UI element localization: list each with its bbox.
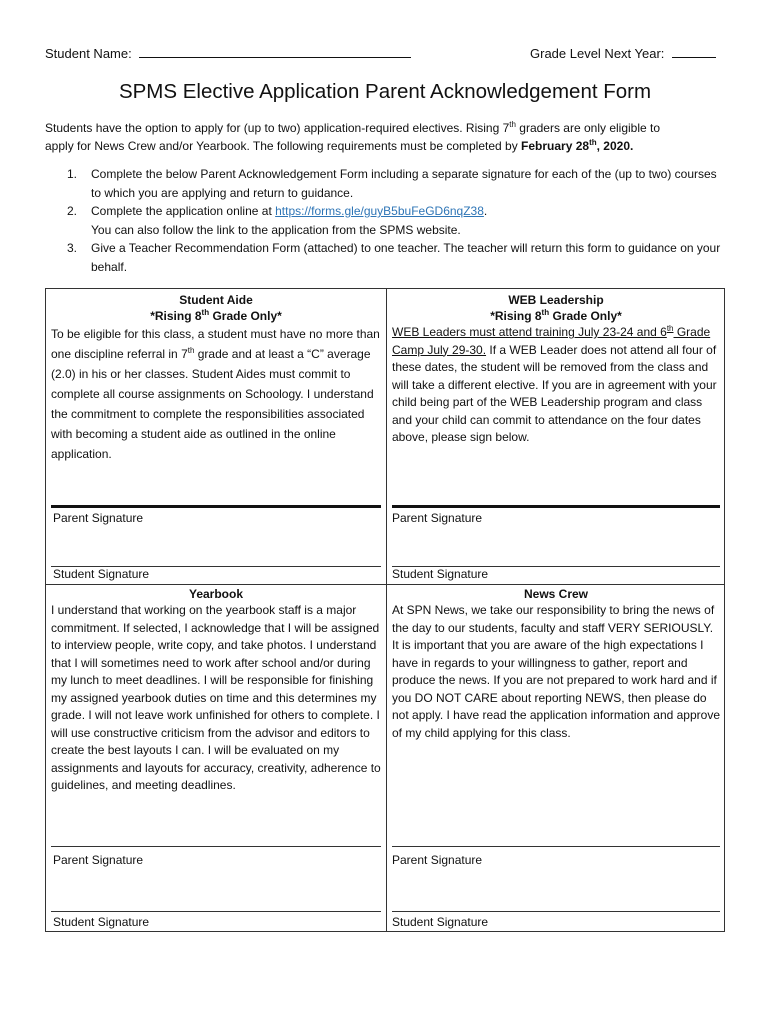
student-aide-subtitle: *Rising 8th Grade Only* xyxy=(150,308,282,323)
item-number: 1. xyxy=(67,167,78,181)
yearbook-body: I understand that working on the yearbook staff is a major commitment. If selected, I acknowledge that I will be assigned to interview people, write copy, and take photos. I understand that I will sometimes need to work after school and/or during my lunch to meet deadlines. I will be responsible for finishing my assigned yearbook duties on time and this determines my grade. I will not leave work unfinished for others to complete. I will use constructive criticism from the advisor and editors to create the best layouts I can. I will be evaluated on my assignments and layouts for accuracy, creativity, adherence to guidelines, and meeting deadlines. xyxy=(51,603,381,792)
parent-signature-label: Parent Signature xyxy=(53,853,144,867)
signature-line xyxy=(51,911,381,912)
student-signature-label: Student Signature xyxy=(392,915,489,929)
student-name-row xyxy=(45,46,411,61)
parent-signature-label: Parent Signature xyxy=(392,853,483,867)
item-text: Complete the below Parent Acknowledgement Form including a separate signature for each of the (up to two) courses to which you are applying and return to guidance. xyxy=(91,167,717,200)
requirements-list xyxy=(45,165,730,276)
intro-text: apply for News Crew and/or Yearbook. The following requirements must be completed by xyxy=(45,139,522,153)
parent-signature-field[interactable] xyxy=(51,869,381,909)
item-text: . xyxy=(483,204,488,218)
row-divider xyxy=(46,584,724,585)
student-name-field[interactable] xyxy=(139,46,411,58)
signature-line xyxy=(392,846,720,847)
news-crew-cell xyxy=(392,586,720,742)
yearbook-title: Yearbook xyxy=(188,587,244,601)
news-crew-body: At SPN News, we take our responsibility to bring the news of the day to our students, faculty and staff VERY SERIOUSLY. It is important that you are aware of the high expectations I have in regards to your willingness to gather, report and produce the news. If you are not prepared to work hard and if you DO NOT CARE about reporting NEWS, then please do not apply. I have read the application information and approve of my child applying for this class. xyxy=(392,603,720,740)
student-signature-label: Student Signature xyxy=(53,915,150,929)
parent-signature-label: Parent Signature xyxy=(392,511,483,525)
intro-paragraph xyxy=(45,119,725,155)
intro-sup: th xyxy=(509,120,516,129)
student-signature-label: Student Signature xyxy=(53,567,150,581)
parent-signature-field[interactable] xyxy=(392,869,720,909)
parent-signature-field[interactable] xyxy=(51,527,381,565)
yearbook-cell xyxy=(51,586,381,795)
item-number: 2. xyxy=(67,204,78,218)
list-item xyxy=(45,165,730,202)
elective-table xyxy=(45,288,725,932)
student-aide-body: To be eligible for this class, a student must have no more than one discipline referral in 7th grade and at least a “C” average (2.0) in his or her classes. Student Aides must commit to complete all course assignments on Schoology. I understand the commitment to complete the responsibilities associated with becoming a student aide as outlined in the online application. xyxy=(51,327,380,461)
student-name-label: Student Name: xyxy=(45,46,132,61)
column-divider xyxy=(386,289,387,931)
signature-line xyxy=(51,846,381,847)
item-text: Give a Teacher Recommendation Form (attached) to one teacher. The teacher will return this form to guidance on your behalf. xyxy=(91,241,721,274)
intro-text: Students have the option to apply for (up to two) application-required electives. Rising 7 xyxy=(45,121,510,135)
application-link[interactable]: https://forms.gle/guyB5buFeGD6nqZ38 xyxy=(275,204,484,218)
web-leadership-body: WEB Leaders must attend training July 23-24 and 6th Grade Camp July 29-30. If a WEB Leader does not attend all four of these dates, the student will be removed from the class and will take a different elective. If you are in agreement with your child being part of the WEB Leadership program and class and your child can commit to attendance on the four dates above, please sign below. xyxy=(392,324,717,444)
signature-line xyxy=(392,911,720,912)
signature-rule xyxy=(392,505,720,508)
web-leadership-title: WEB Leadership xyxy=(508,293,604,307)
list-item xyxy=(45,202,730,239)
student-signature-label: Student Signature xyxy=(392,567,489,581)
student-aide-cell xyxy=(51,292,381,464)
item-number: 3. xyxy=(67,241,78,255)
news-crew-title: News Crew xyxy=(523,587,589,601)
web-leadership-cell xyxy=(392,292,720,447)
grade-level-field[interactable] xyxy=(672,46,716,58)
parent-signature-label: Parent Signature xyxy=(53,511,144,525)
intro-text: graders are only eligible to xyxy=(515,121,661,135)
signature-rule xyxy=(51,505,381,508)
item-text: You can also follow the link to the application from the SPMS website. xyxy=(91,222,461,237)
page-title: SPMS Elective Application Parent Acknowledgement Form xyxy=(118,80,652,103)
grade-level-label: Grade Level Next Year: xyxy=(530,46,665,61)
item-text: Complete the application online at xyxy=(91,204,276,218)
deadline-date: February 28th, 2020. xyxy=(521,138,634,153)
parent-signature-field[interactable] xyxy=(392,527,720,565)
student-aide-title: Student Aide xyxy=(179,293,253,307)
grade-level-row xyxy=(530,46,716,61)
web-leadership-subtitle: *Rising 8th Grade Only* xyxy=(490,308,622,323)
list-item xyxy=(45,239,730,276)
